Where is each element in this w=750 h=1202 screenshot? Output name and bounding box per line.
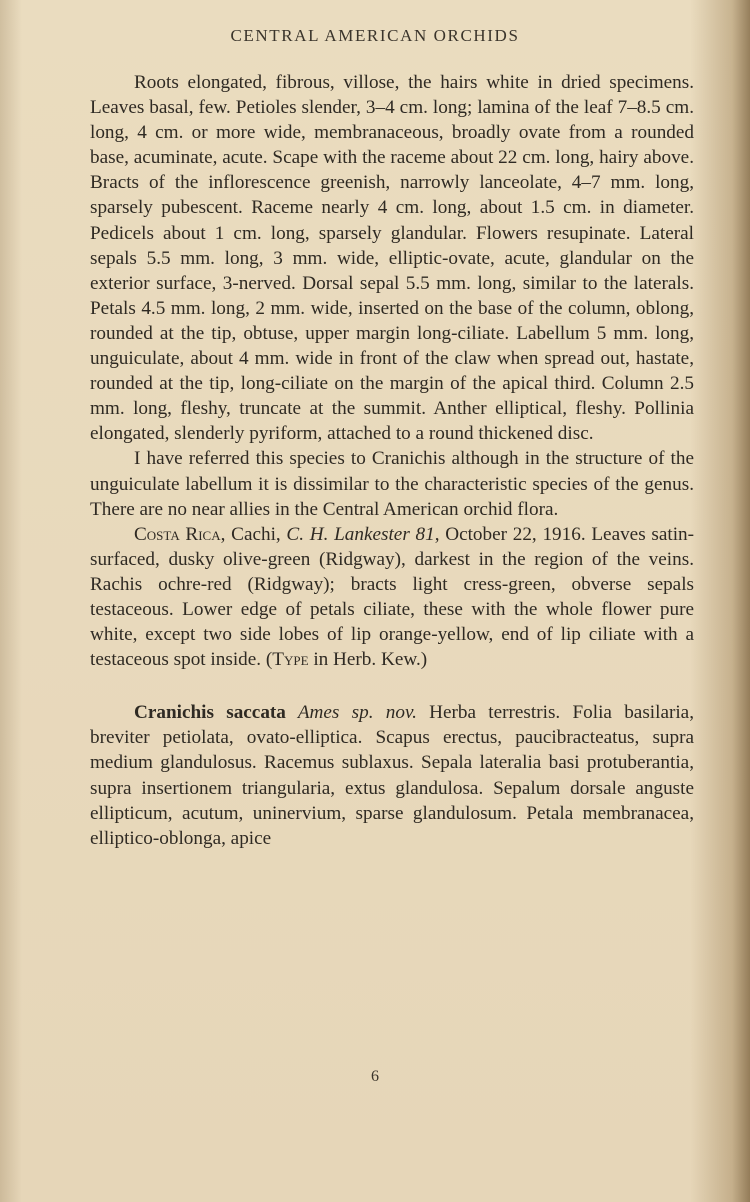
running-header: CENTRAL AMERICAN ORCHIDS (230, 26, 520, 45)
page-number: 6 (371, 1068, 379, 1085)
latin-diagnosis: Herba terrestris. Folia basilaria, breviter petiolata, ovato-elliptica. Scapus erectus, paucibracteatus, supra medium glandulosus. Racemus sublaxus. Sepala lateralia basi protuberantia, supra insertionem triangularia, extus glandulosa. Sepalum dorsale anguste ellipticum, acutum, uninervium, sparse glandulosum. Petala membranacea, elliptico-oblonga, apice (90, 702, 694, 849)
specimen-notes: , October 22, 1916. Leaves satin-surfaced, dusky olive-green (Ridgway), darkest in the region of the veins. Rachis ochre-red (Ridgway); bracts light cress-green, obverse sepals testaceous. Lower edge of petals ciliate, these with the whole flower pure white, except two side lobes of lip orange-yellow, end of lip ciliate with a testaceous spot inside. ( (90, 523, 695, 671)
remarks-paragraph: I have referred this species to Cranichis although in the structure of the unguiculate labellum it is dissimilar to the characteristic species of the genus. There are no near allies in the Central American orchid flora. (90, 448, 694, 520)
collector: C. H. Lankester 81 (286, 523, 435, 545)
new-species-paragraph (90, 700, 694, 851)
specimen-end: in Herb. Kew.) (308, 649, 428, 671)
type-word: Type (272, 649, 309, 671)
locality: Costa Rica (134, 523, 221, 545)
body-text (90, 70, 694, 851)
description-paragraph: Roots elongated, fibrous, villose, the hairs white in dried specimens. Leaves basal, few. Petioles slender, 3–4 cm. long; lamina of the leaf 7–8.5 cm. long, 4 cm. or more wide, membranaceous, broadly ovate from a rounded base, acuminate, acute. Scape with the raceme about 22 cm. long, hairy above. Bracts of the inflorescence greenish, narrowly lanceolate, 4–7 mm. long, sparsely pubescent. Raceme nearly 4 cm. long, about 1.5 cm. in diameter. Pedicels about 1 cm. long, sparsely glandular. Flowers resupinate. Lateral sepals 5.5 mm. long, 3 mm. wide, elliptic-ovate, acute, glandular on the exterior surface, 3-nerved. Dorsal sepal 5.5 mm. long, similar to the laterals. Petals 4.5 mm. long, 2 mm. wide, inserted on the base of the column, oblong, rounded at the tip, obtuse, upper margin long-ciliate. Labellum 5 mm. long, unguiculate, about 4 mm. wide in front of the claw when spread out, hastate, rounded at the tip, long-ciliate on the margin of the apical third. Column 2.5 mm. long, fleshy, truncate at the summit. Anther elliptical, fleshy. Pollinia elongated, slenderly pyriform, attached to a round thickened disc. (90, 72, 694, 445)
specimen-paragraph (90, 522, 694, 673)
species-name: Cranichis saccata (134, 702, 286, 724)
species-authority: Ames sp. nov. (285, 702, 417, 724)
place: , Cachi, (220, 523, 287, 545)
paragraph-gap (90, 672, 694, 700)
